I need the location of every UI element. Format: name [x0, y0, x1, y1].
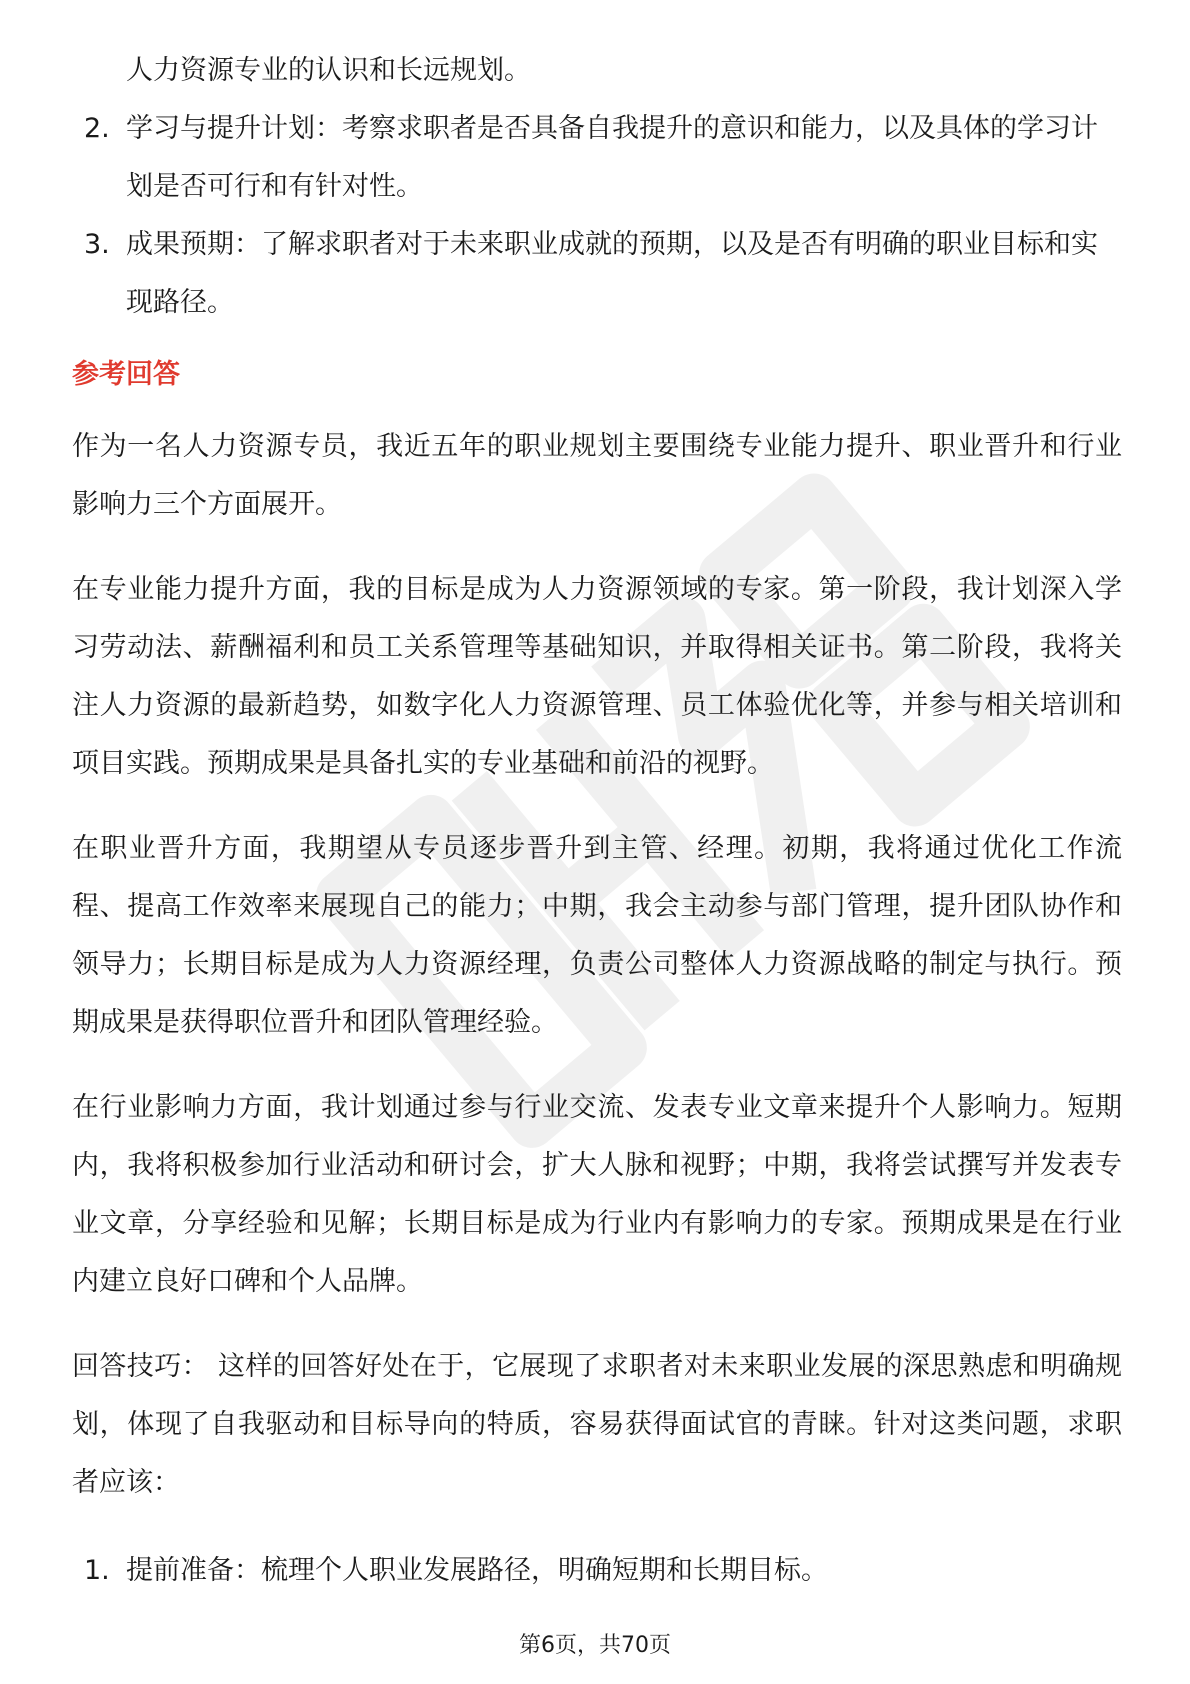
page-footer: 第6页，共70页: [519, 1633, 671, 1658]
list-number: 3.: [84, 229, 110, 260]
answer-paragraph-promotion: 在职业晋升方面，我期望从专员逐步晋升到主管、经理。初期，我将通过优化工作流程、提高工作效率来展现自己的能力；中期，我会主动参与部门管理，提升团队协作和领导力；长期目标是成为人力资源经理，负责公司整体人力资源战略的制定与执行。预期成果是获得职位晋升和团队管理经验。: [72, 833, 1122, 1038]
answer-paragraph-influence: 在行业影响力方面，我计划通过参与行业交流、发表专业文章来提升个人影响力。短期内，我将积极参加行业活动和研讨会，扩大人脉和视野；中期，我将尝试撰写并发表专业文章，分享经验和见解；长期目标是成为行业内有影响力的专家。预期成果是在行业内建立良好口碑和个人品牌。: [72, 1092, 1122, 1297]
list-item-text: 学习与提升计划：考察求职者是否具备自我提升的意识和能力，以及具体的学习计划是否可行和有针对性。: [126, 113, 1098, 202]
answer-paragraph-professional: 在专业能力提升方面，我的目标是成为人力资源领域的专家。第一阶段，我计划深入学习劳动法、薪酬福利和员工关系管理等基础知识，并取得相关证书。第二阶段，我将关注人力资源的最新趋势，如数字化人力资源管理、员工体验优化等，并参与相关培训和项目实践。预期成果是具备扎实的专业基础和前沿的视野。: [72, 574, 1122, 779]
list-continuation-text: 人力资源专业的认识和长远规划。: [126, 55, 531, 86]
criteria-list: [72, 100, 1122, 332]
document-content: [72, 42, 1122, 1600]
list-item-text: 提前准备：梳理个人职业发展路径，明确短期和长期目标。: [126, 1555, 828, 1586]
list-number: 2.: [84, 113, 110, 144]
tips-list: [72, 1542, 1122, 1600]
reference-answer-heading: 参考回答: [72, 359, 180, 390]
answer-paragraph-intro: 作为一名人力资源专员，我近五年的职业规划主要围绕专业能力提升、职业晋升和行业影响力三个方面展开。: [72, 431, 1122, 520]
list-item: [72, 100, 1122, 216]
answer-tips-paragraph: 回答技巧： 这样的回答好处在于，它展现了求职者对未来职业发展的深思熟虑和明确规划，体现了自我驱动和目标导向的特质，容易获得面试官的青睐。针对这类问题，求职者应该：: [72, 1351, 1122, 1498]
list-item-text: 成果预期：了解求职者对于未来职业成就的预期，以及是否有明确的职业目标和实现路径。: [126, 229, 1098, 318]
list-item: [72, 216, 1122, 332]
list-number: 1.: [84, 1555, 110, 1586]
list-item: [72, 1542, 1122, 1600]
